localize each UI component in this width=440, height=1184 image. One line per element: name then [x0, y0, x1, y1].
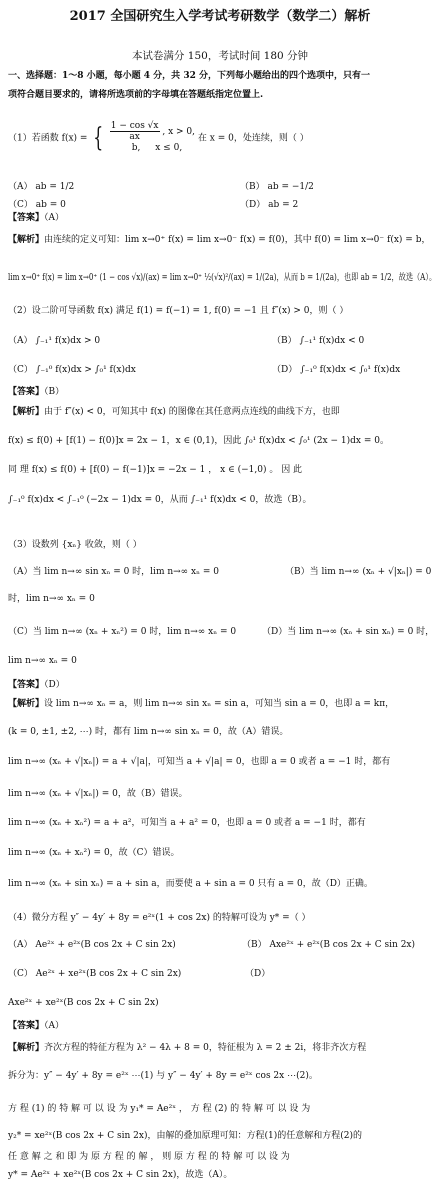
q1-answer: 【答案】（A） [8, 213, 65, 223]
section-heading: 一、选择题：1～8 小题，每小题 4 分，共 32 分，下列每小题给出的四个选项中，只有一 [8, 71, 370, 81]
q1-option-d: （D） ab = 2 [240, 200, 299, 210]
q4-solution-4: y₂* = xe²ˣ(B cos 2x + C sin 2x)，由解的叠加原理可知：方程(1)的任意解和方程(2)的 [8, 1131, 362, 1141]
q2-option-b: （B） ∫₋₁¹ f(x)dx < 0 [272, 336, 365, 346]
q3-option-d-cont: lim n→∞ xₙ = 0 [8, 656, 77, 666]
q1-suffix: 在 x = 0，处连续，则（ ） [197, 133, 309, 144]
page-subtitle: 本试卷满分 150，考试时间 180 分钟 [131, 50, 309, 62]
q1-solution-2: lim x→0⁺ f(x) = lim x→0⁺ (1 − cos √x)/(ax) = lim x→0⁺ ½(√x)²/(ax) = 1/(2a)，从而 b = 1/(2a)，也即 ab = 1/2，故选（A）。 [8, 273, 437, 283]
q1-fx: f(x) = [61, 133, 88, 144]
q1-stem [8, 121, 309, 155]
q4-option-c: （C） Ae²ˣ + xe²ˣ(B cos 2x + C sin 2x) [8, 969, 182, 979]
q4-option-d: （D） [245, 969, 271, 979]
section-heading-cont: 项符合题目要求的，请将所选项前的字母填在答题纸指定位置上. [8, 90, 264, 100]
q2-stem: （2）设二阶可导函数 f(x) 满足 f(1) = f(−1) = 1, f(0) = −1 且 f″(x) > 0，则（ ） [8, 306, 349, 316]
q3-solution-7: lim n→∞ (xₙ + sin xₙ) = a + sin a，而要使 a + sin a = 0 只有 a = 0，故（D）正确。 [8, 879, 373, 889]
q3-solution-3: lim n→∞ (xₙ + √|xₙ|) = a + √|a|，可知当 a + √|a| = 0，也即 a = 0 或者 a = −1 时，都有 [8, 757, 391, 767]
q4-answer: 【答案】（A） [8, 1021, 65, 1031]
q1-solution-1: 【解析】由连续的定义可知：lim x→0⁺ f(x) = lim x→0⁻ f(x) = f(0)，其中 f(0) = lim x→0⁻ f(x) = b， [8, 235, 431, 245]
q3-solution-1: 【解析】设 lim n→∞ xₙ = a，则 lim n→∞ sin xₙ = sin a，可知当 sin a = 0，也即 a = kπ， [8, 699, 395, 709]
q2-solution-4: ∫₋₁⁰ f(x)dx < ∫₋₁⁰ (−2x − 1)dx = 0，从而 ∫₋₁¹ f(x)dx < 0，故选（B）。 [8, 495, 312, 505]
q3-solution-2: (k = 0, ±1, ±2, ⋯) 时，都有 lim n→∞ sin xₙ = 0，故（A）错误。 [8, 727, 289, 737]
q1-option-c: （C） ab = 0 [8, 200, 66, 210]
q4-option-a: （A） Ae²ˣ + e²ˣ(B cos 2x + C sin 2x) [8, 940, 176, 950]
page-title: 2017 全国研究生入学考试考研数学（数学二）解析 [69, 9, 371, 24]
q4-solution-2: 拆分为：y″ − 4y′ + 8y = e²ˣ ⋯(1) 与 y″ − 4y′ + 8y = e²ˣ cos 2x ⋯(2)。 [8, 1071, 318, 1081]
q3-option-a: （A）当 lim n→∞ sin xₙ = 0 时，lim n→∞ xₙ = 0 [8, 567, 219, 577]
q3-option-b: （B）当 lim n→∞ (xₙ + √|xₙ|) = 0 [285, 567, 432, 577]
q4-solution-1: 【解析】齐次方程的特征方程为 λ² − 4λ + 8 = 0，特征根为 λ = 2 ± 2i，将非齐次方程 [8, 1043, 367, 1053]
brace-icon: { [93, 123, 104, 153]
q4-option-d-cont: Axe²ˣ + xe²ˣ(B cos 2x + C sin 2x) [8, 998, 159, 1008]
q3-option-c: （C）当 lim n→∞ (xₙ + xₙ²) = 0 时，lim n→∞ xₙ = 0 [8, 627, 237, 637]
q2-option-c: （C） ∫₋₁⁰ f(x)dx > ∫₀¹ f(x)dx [8, 365, 136, 375]
q2-answer: 【答案】（B） [8, 387, 65, 397]
q4-solution-5: 任 意 解 之 和 即 为 原 方 程 的 解 ， 则 原 方 程 的 特 解 可 以 设 为 [8, 1152, 290, 1162]
q3-solution-6: lim n→∞ (xₙ + xₙ²) = 0，故（C）错误。 [8, 848, 180, 858]
q3-solution-5: lim n→∞ (xₙ + xₙ²) = a + a²，可知当 a + a² = 0，也即 a = 0 或者 a = −1 时，都有 [8, 818, 366, 828]
q3-solution-4: lim n→∞ (xₙ + √|xₙ|) = 0，故（B）错误。 [8, 789, 188, 799]
q1-option-a: （A） ab = 1/2 [8, 182, 75, 192]
q1-prefix: （1）若函数 [8, 133, 59, 144]
q2-solution-3: 同 理 f(x) ≤ f(0) + [f(0) − f(−1)]x = −2x − 1 ， x ∈ (−1,0) 。 因 此 [8, 465, 303, 475]
q4-option-b: （B） Axe²ˣ + e²ˣ(B cos 2x + C sin 2x) [242, 940, 416, 950]
q2-solution-2: f(x) ≤ f(0) + [f(1) − f(0)]x = 2x − 1，x ∈ (0,1)，因此 ∫₀¹ f(x)dx < ∫₀¹ (2x − 1)dx = 0。 [8, 436, 389, 446]
q4-solution-3: 方 程 (1) 的 特 解 可 以 设 为 y₁* = Ae²ˣ ， 方 程 (2) 的 特 解 可 以 设 为 [8, 1104, 311, 1114]
q3-stem: （3）设数列 {xₙ} 收敛，则（ ） [8, 540, 142, 550]
q2-option-d: （D） ∫₋₁⁰ f(x)dx < ∫₀¹ f(x)dx [272, 365, 401, 375]
q1-case1-frac: $\frac{1 - \cos √x}{ax}$ [110, 121, 159, 142]
q3-option-d: （D）当 lim n→∞ (xₙ + sin xₙ) = 0 时， [262, 627, 435, 637]
q3-option-b-cont: 时，lim n→∞ xₙ = 0 [8, 594, 95, 604]
q2-solution-1: 【解析】由于 f″(x) < 0，可知其中 f(x) 的图像在其任意两点连线的曲线下方，也即 [8, 407, 340, 417]
q3-answer: 【答案】（D） [8, 680, 65, 690]
q4-stem: （4）微分方程 y″ − 4y′ + 8y = e²ˣ(1 + cos 2x) 的特解可设为 y* =（ ） [8, 913, 311, 923]
q2-option-a: （A） ∫₋₁¹ f(x)dx > 0 [8, 336, 101, 346]
q1-option-b: （B） ab = −1/2 [240, 182, 314, 192]
q1-cases: $\frac{1 - \cos √x}{ax}$ , x > 0, b, x ≤ 0, [110, 121, 196, 153]
q4-solution-6: y* = Ae²ˣ + xe²ˣ(B cos 2x + C sin 2x)，故选（A）。 [8, 1170, 233, 1180]
